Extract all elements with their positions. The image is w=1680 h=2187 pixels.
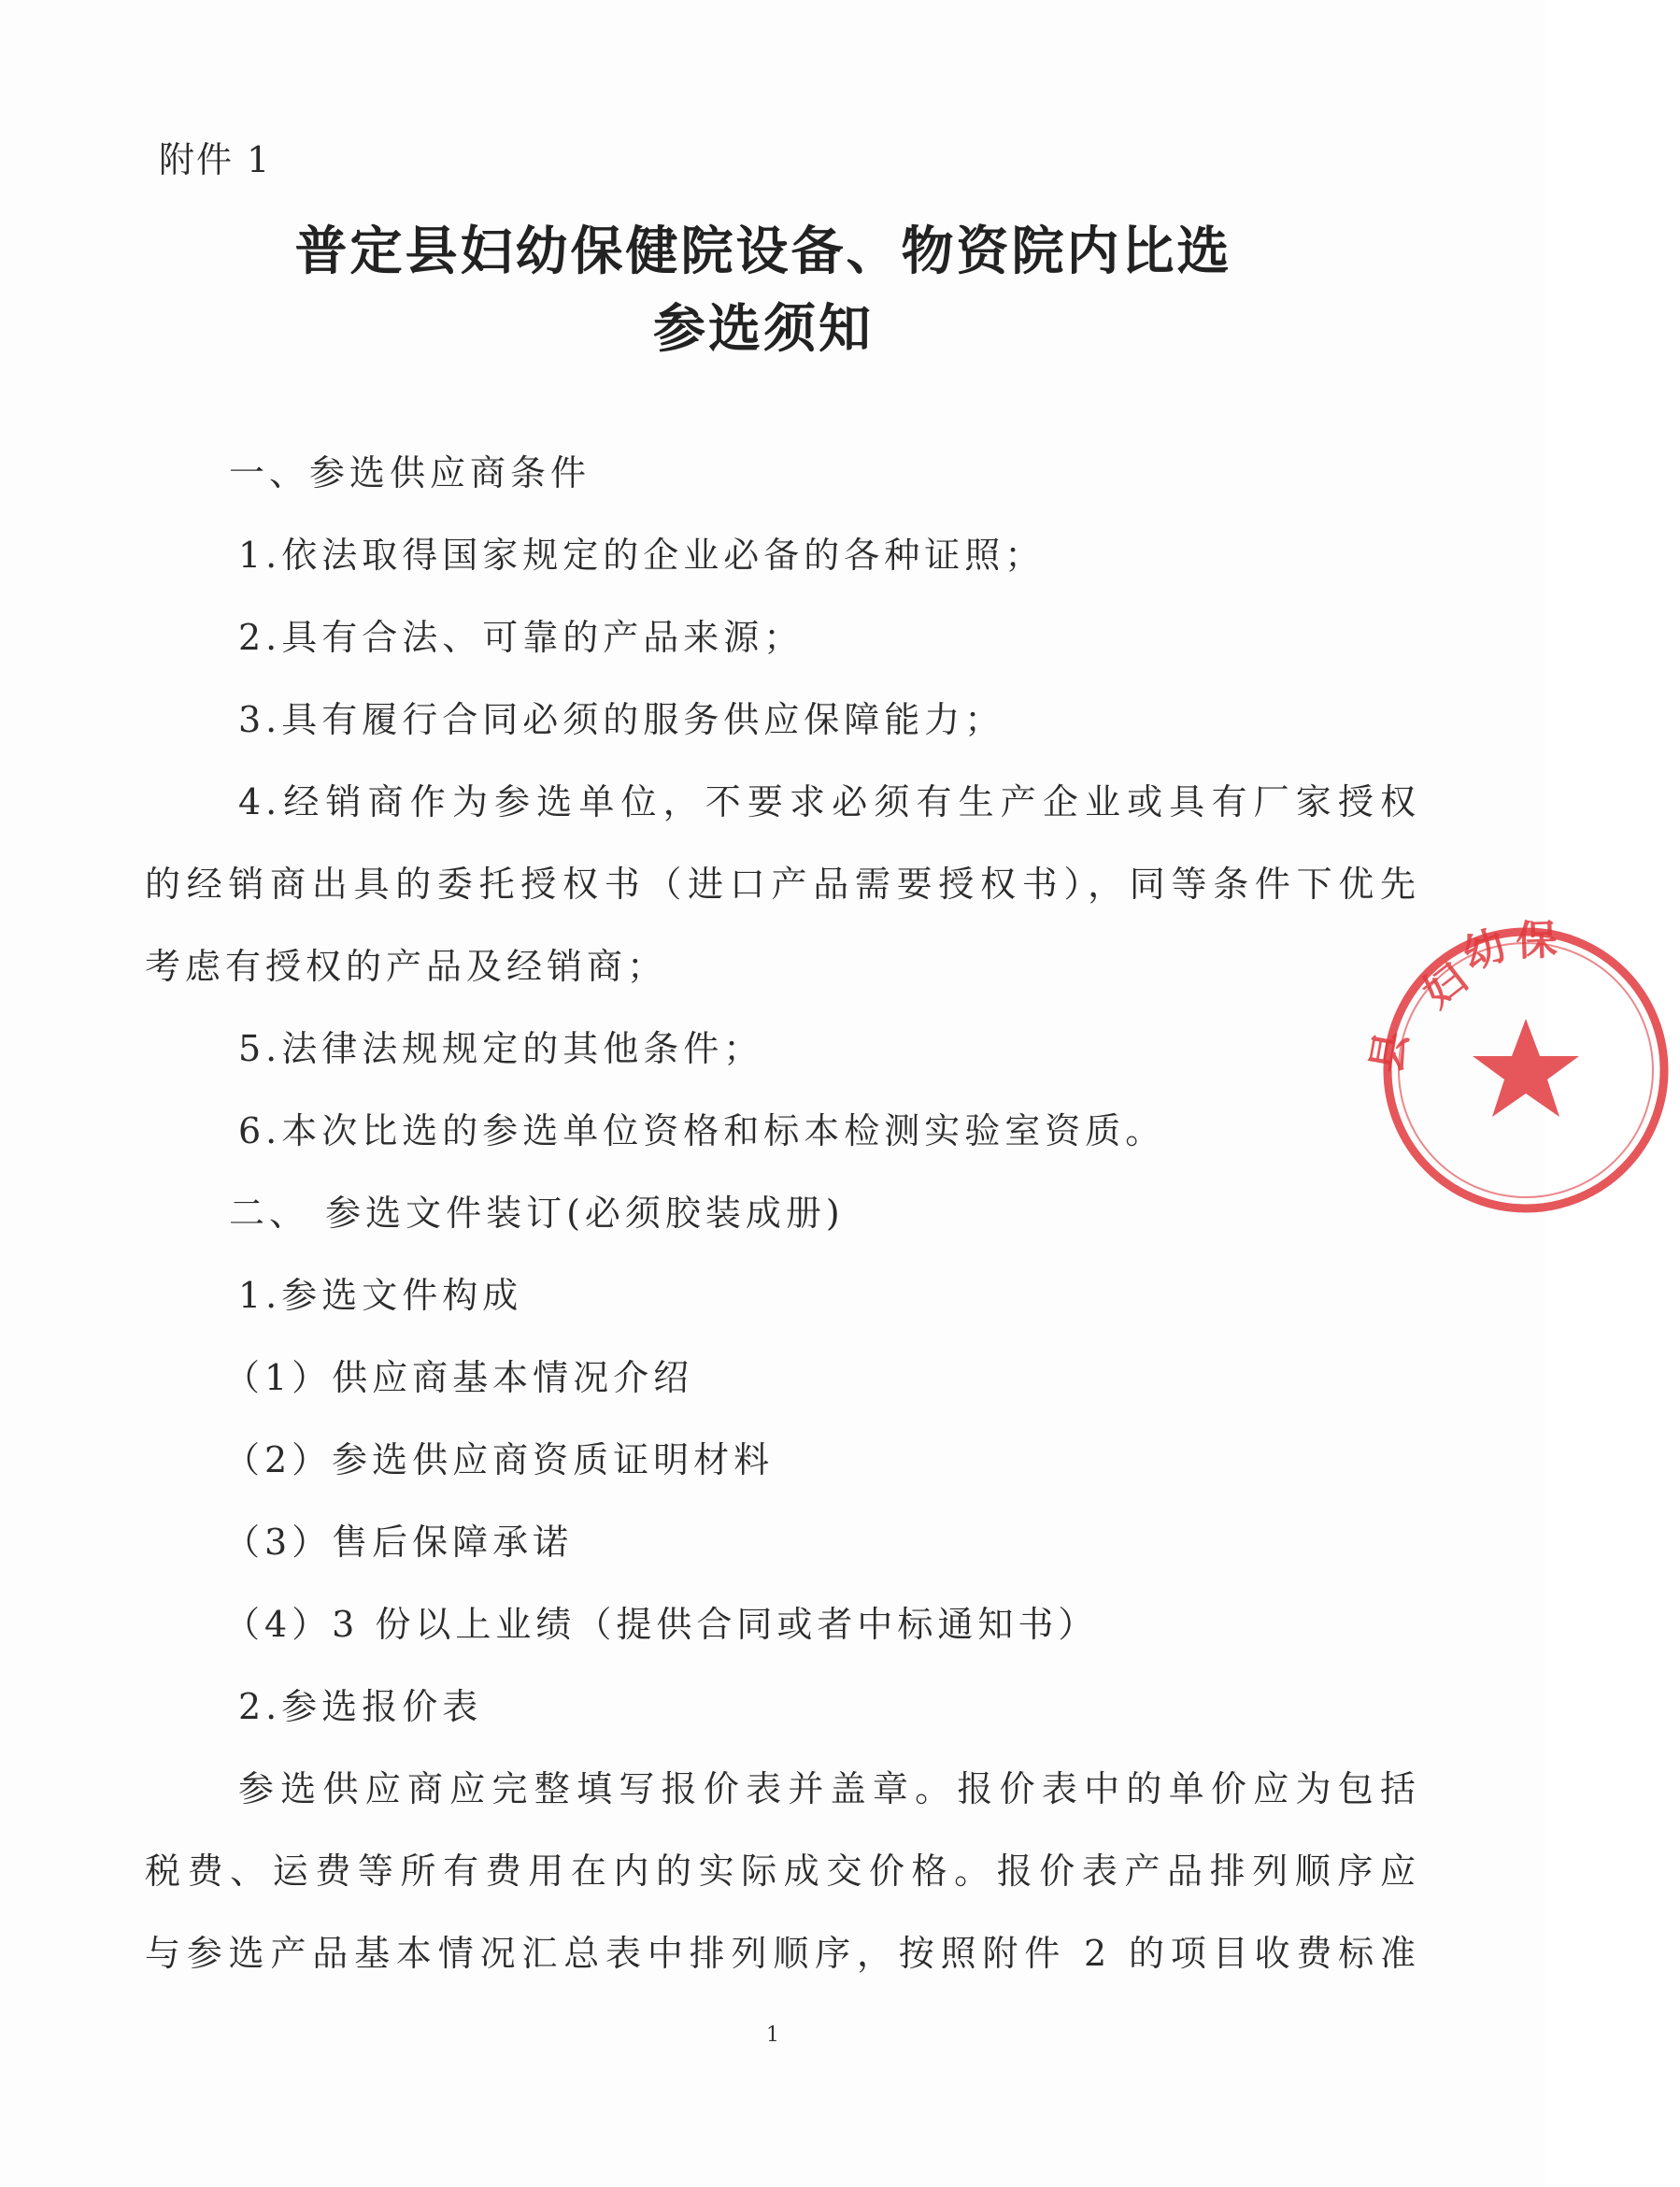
- list-item: 4.经销商作为参选单位，不要求必须有生产企业或具有厂家授权: [238, 781, 1420, 822]
- section-heading-1: 一、参选供应商条件: [229, 452, 591, 493]
- paragraph-line: 与参选产品基本情况汇总表中排列顺序，按照附件 2 的项目收费标准: [145, 1933, 1420, 1974]
- page-number: 1: [766, 2023, 779, 2047]
- list-item: 3.具有履行合同必须的服务供应保障能力；: [238, 699, 1005, 740]
- subsection-heading: 2.参选报价表: [238, 1686, 483, 1727]
- seal-text-char-3: 保: [1515, 916, 1559, 965]
- section-heading-2: 二、 参选文件装订(必须胶装成册): [229, 1193, 845, 1234]
- document-title-line-2: 参选须知: [653, 299, 874, 360]
- list-item: （2）参选供应商资质证明材料: [224, 1439, 775, 1480]
- document-title-line-1: 普定县妇幼保健院设备、物资院内比选: [294, 222, 1232, 282]
- seal-text-char-1: 妇: [1414, 954, 1476, 1018]
- paragraph-line: 考虑有授权的产品及经销商；: [145, 946, 668, 987]
- subsection-heading: 1.参选文件构成: [238, 1275, 523, 1316]
- document-body: [140, 432, 1420, 1994]
- list-item: 5.法律法规规定的其他条件；: [238, 1028, 764, 1069]
- seal-star-icon: [1473, 1019, 1579, 1117]
- paragraph-line: 的经销商出具的委托授权书（进口产品需要授权书），同等条件下优先: [145, 864, 1420, 905]
- list-item: 2.具有合法、可靠的产品来源；: [238, 617, 804, 658]
- list-item: （1）供应商基本情况介绍: [224, 1357, 694, 1398]
- seal-text-char-4: 县: [1362, 1027, 1417, 1077]
- paragraph-line: 税费、运费等所有费用在内的实际成交价格。报价表产品排列顺序应: [145, 1851, 1420, 1892]
- paragraph-line: 参选供应商应完整填写报价表并盖章。报价表中的单价应为包括: [238, 1768, 1420, 1809]
- list-item: （3）售后保障承诺: [224, 1522, 574, 1563]
- list-item: 1.依法取得国家规定的企业必备的各种证照；: [238, 535, 1046, 576]
- seal-text-char-2: 幼: [1457, 921, 1513, 980]
- list-item: 6.本次比选的参选单位资格和标本检测实验室资质。: [238, 1110, 1166, 1151]
- list-item: （4）3 份以上业绩（提供合同或者中标通知书）: [224, 1604, 1099, 1645]
- attachment-label: 附件 1: [159, 139, 272, 180]
